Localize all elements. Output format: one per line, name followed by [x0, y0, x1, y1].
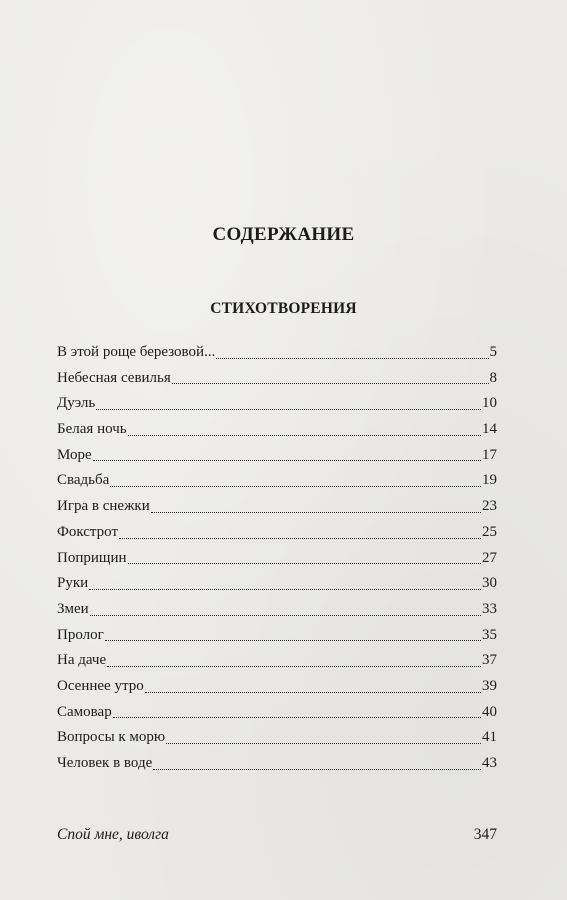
- toc-leader-dots: [105, 639, 481, 641]
- toc-entry-page: 27: [482, 549, 497, 566]
- toc-entry-page: 8: [489, 369, 497, 386]
- page-number: 347: [473, 826, 497, 843]
- toc-entry: [57, 417, 497, 443]
- toc-leader-dots: [93, 459, 481, 461]
- toc-entry: [57, 494, 497, 520]
- toc-entry-title: Дуэль: [57, 395, 96, 412]
- toc-entry: [57, 366, 497, 392]
- toc-entry-page: 37: [482, 652, 497, 669]
- toc-entry: [57, 597, 497, 623]
- toc-entry: [57, 623, 497, 649]
- toc-entry-title: Море: [57, 446, 92, 463]
- toc-entry-title: Небесная севилья: [57, 369, 171, 386]
- toc-entry-title: Белая ночь: [57, 421, 127, 438]
- toc-entry-page: 19: [482, 472, 497, 489]
- toc-entry-title: Осеннее утро: [57, 677, 144, 694]
- toc-leader-dots: [128, 562, 482, 564]
- toc-leader-dots: [128, 434, 481, 436]
- toc-entry-page: 35: [482, 626, 497, 643]
- toc-entry-page: 33: [482, 600, 497, 617]
- toc-entry-page: 40: [482, 703, 497, 720]
- toc-leader-dots: [107, 665, 481, 667]
- toc-entry-page: 43: [482, 755, 497, 771]
- toc-leader-dots: [153, 768, 481, 770]
- toc-leader-dots: [145, 691, 481, 693]
- running-footer-title: Спой мне, иволга: [57, 826, 169, 843]
- toc-entry: [57, 648, 497, 674]
- toc-entry-title: Самовар: [57, 703, 112, 720]
- toc-entry: [57, 468, 497, 494]
- toc-leader-dots: [172, 382, 489, 384]
- toc-entry-title: Человек в воде: [57, 755, 153, 771]
- toc-entry-page: 41: [482, 729, 497, 746]
- toc-entry-title: В этой роще березовой...: [57, 344, 216, 360]
- toc-entry-page: 5: [489, 344, 497, 360]
- toc-entry: [57, 725, 497, 751]
- page-title: СОДЕРЖАНИЕ: [212, 224, 355, 245]
- toc-entry: [57, 700, 497, 726]
- toc-entry: [57, 340, 497, 366]
- toc-leader-dots: [151, 511, 481, 513]
- toc-entry-title: Игра в снежки: [57, 498, 150, 515]
- toc-entry: [57, 443, 497, 469]
- toc-entry: [57, 546, 497, 572]
- toc-leader-dots: [110, 485, 481, 487]
- toc-entry: [57, 571, 497, 597]
- toc-leader-dots: [119, 537, 481, 539]
- toc-entry-page: 14: [482, 421, 497, 438]
- toc-leader-dots: [166, 742, 481, 744]
- toc-entry: [57, 674, 497, 700]
- toc-entry-page: 10: [482, 395, 497, 412]
- toc-entry-title: Руки: [57, 575, 89, 592]
- toc-leader-dots: [89, 588, 481, 590]
- toc-entry: [57, 520, 497, 546]
- toc-entry-title: Змеи: [57, 600, 89, 617]
- toc-leader-dots: [90, 614, 481, 616]
- toc-entry-title: Пролог: [57, 626, 104, 643]
- toc-entry-title: Свадьба: [57, 472, 110, 489]
- toc-entry: [57, 751, 497, 777]
- toc-entry-page: 17: [482, 446, 497, 463]
- toc-entry: [57, 391, 497, 417]
- table-of-contents: [57, 340, 497, 777]
- section-title: СТИХОТВОРЕНИЯ: [210, 300, 357, 317]
- toc-entry-page: 23: [482, 498, 497, 515]
- toc-entry-title: На даче: [57, 652, 107, 669]
- toc-entry-page: 25: [482, 523, 497, 540]
- toc-entry-title: Фокстрот: [57, 523, 119, 540]
- toc-entry-page: 39: [482, 677, 497, 694]
- toc-entry-title: Вопросы к морю: [57, 729, 166, 746]
- toc-entry-title: Поприщин: [57, 549, 127, 566]
- toc-leader-dots: [216, 357, 488, 359]
- toc-leader-dots: [113, 716, 481, 718]
- toc-leader-dots: [96, 408, 481, 410]
- toc-entry-page: 30: [482, 575, 497, 592]
